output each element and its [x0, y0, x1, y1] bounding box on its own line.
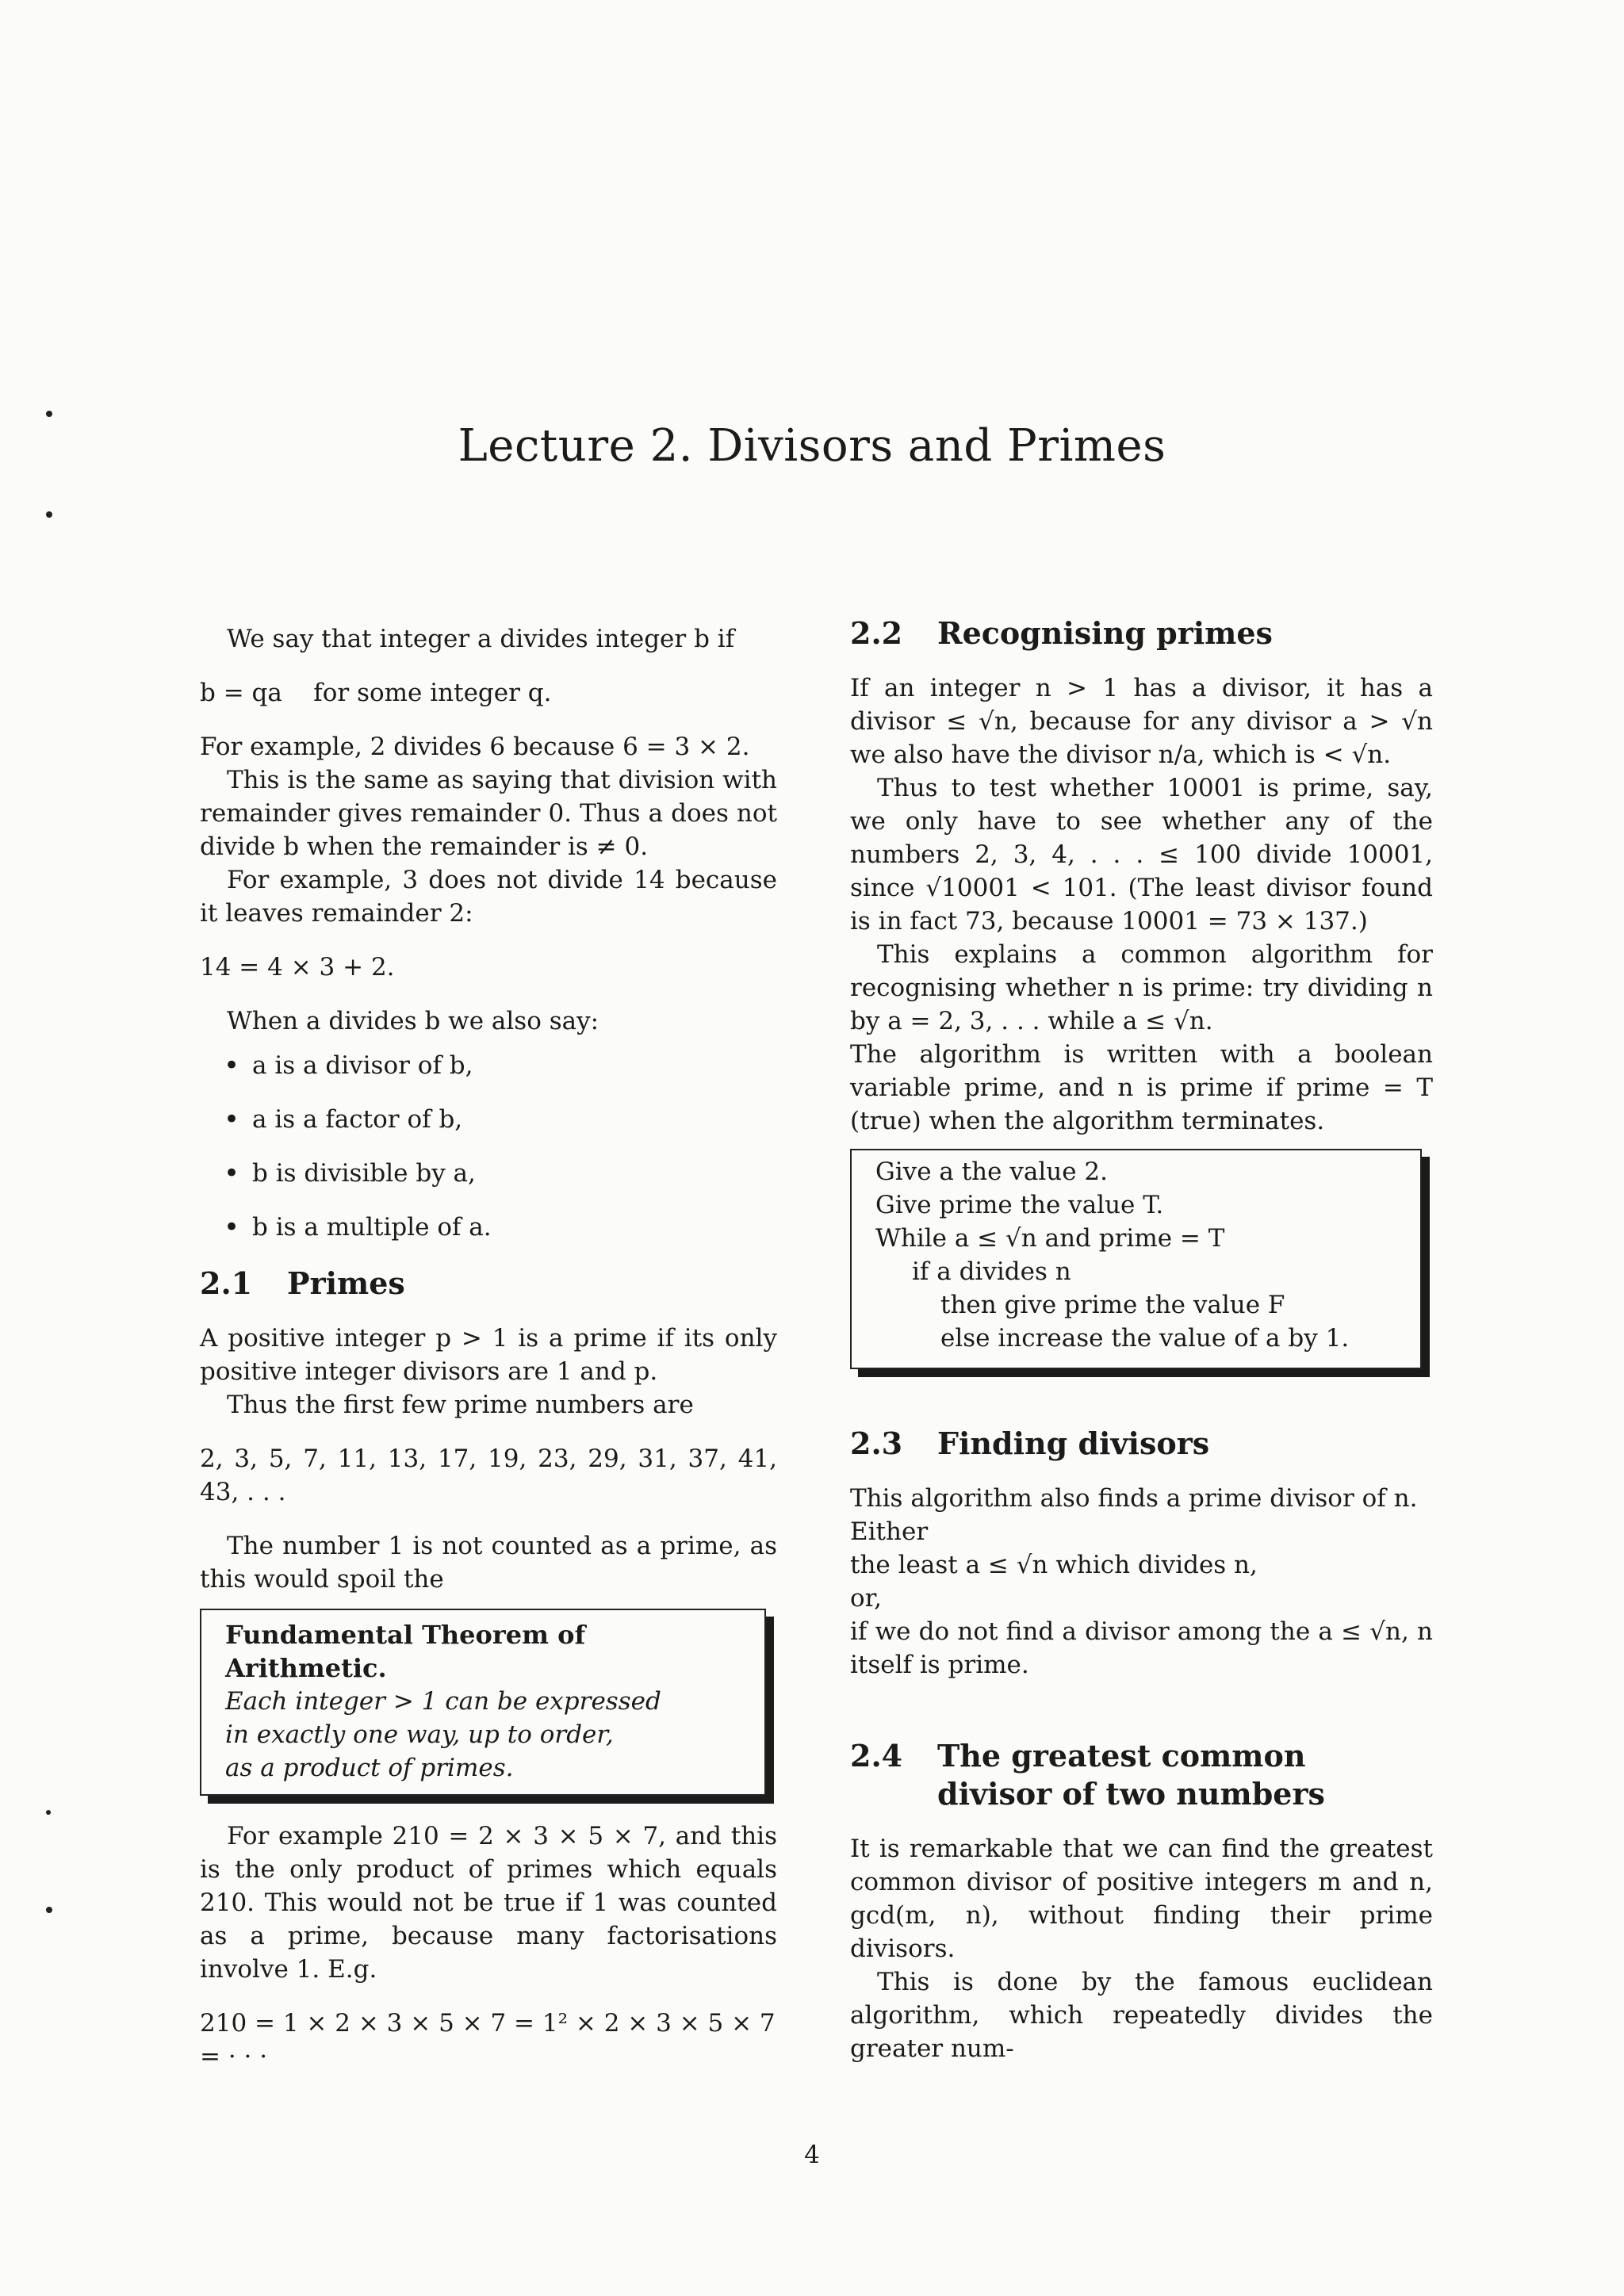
list-item: • b is divisible by a, — [224, 1157, 777, 1190]
right-column — [850, 614, 1433, 2065]
algorithm-line: Give a the value 2. — [875, 1158, 1109, 1186]
section-heading — [200, 1265, 777, 1303]
section-number: 2.3 — [850, 1425, 903, 1461]
equation: b = qa for some integer q. — [200, 679, 552, 707]
section-title-line: divisor of two numbers — [937, 1776, 1325, 1812]
paragraph: The number 1 is not counted as a prime, as this would spoil the — [200, 1532, 777, 1594]
algorithm-line: While a ≤ √n and prime = T — [875, 1224, 1225, 1253]
margin-dot — [46, 411, 52, 417]
algorithm-box — [850, 1149, 1422, 1369]
page-title: Lecture 2. Divisors and Primes — [458, 420, 1166, 472]
paragraph: or, — [850, 1584, 882, 1613]
section-title: Primes — [287, 1265, 405, 1301]
list-item: • a is a divisor of b, — [224, 1049, 777, 1082]
left-column — [200, 622, 777, 2094]
margin-dot — [46, 1907, 52, 1913]
section-number: 2.2 — [850, 615, 903, 651]
algorithm-line: Give prime the value T. — [875, 1191, 1164, 1219]
paragraph: This algorithm also finds a prime divisor of n. — [850, 1484, 1418, 1513]
section-number: 2.1 — [200, 1265, 253, 1301]
paragraph: This is done by the famous euclidean algorithm, which repeatedly divides the greater num- — [850, 1968, 1433, 2063]
list-item: • a is a factor of b, — [224, 1103, 777, 1136]
theorem-line: in exactly one way, up to order, — [225, 1720, 614, 1749]
section-title: Finding divisors — [937, 1425, 1210, 1461]
paragraph: For example, 2 divides 6 because 6 = 3 × 2. — [200, 733, 750, 761]
equation: 14 = 4 × 3 + 2. — [200, 953, 395, 982]
section-heading — [850, 614, 1433, 652]
bullet-list — [224, 1049, 777, 1244]
paragraph: If an integer n > 1 has a divisor, it has a divisor ≤ √n, because for any divisor a > √n we also have the divisor n/a, which is < √n. — [850, 674, 1433, 769]
margin-dot — [46, 511, 52, 518]
paragraph: For example 210 = 2 × 3 × 5 × 7, and this is the only product of primes which equals 210. This would not be true if 1 was counted as a prime, because many factorisations involve 1. E.g. — [200, 1822, 777, 1984]
paragraph: the least a ≤ √n which divides n, — [850, 1551, 1258, 1579]
section-title-line: The greatest common — [937, 1738, 1306, 1774]
section-heading — [850, 1737, 1433, 1813]
section-heading — [850, 1425, 1433, 1463]
paragraph: Thus to test whether 10001 is prime, say, we only have to see whether any of the numbers 2, 3, 4, . . . ≤ 100 divide 10001, since √10001 < 101. (The least divisor found is in fact 73, because 10001 = 73 × 137.) — [850, 774, 1433, 936]
page-number: 4 — [804, 2141, 820, 2169]
paragraph: When a divides b we also say: — [227, 1007, 599, 1035]
section-number: 2.4 — [850, 1738, 903, 1774]
equation: 210 = 1 × 2 × 3 × 5 × 7 = 1² × 2 × 3 × 5 × 7 = · · · — [200, 2009, 776, 2071]
algorithm-line: if a divides n — [912, 1257, 1071, 1286]
theorem-title: Fundamental Theorem of Arithmetic. — [225, 1620, 586, 1683]
paragraph: Either — [850, 1517, 929, 1546]
paragraph: Thus the first few prime numbers are — [227, 1391, 694, 1419]
paragraph: A positive integer p > 1 is a prime if its only positive integer divisors are 1 and p. — [200, 1324, 777, 1386]
theorem-line: Each integer > 1 can be expressed — [225, 1687, 661, 1716]
section-title: Recognising primes — [937, 615, 1273, 651]
equation: 2, 3, 5, 7, 11, 13, 17, 19, 23, 29, 31, 37, 41, 43, . . . — [200, 1445, 777, 1506]
theorem-box — [200, 1609, 766, 1796]
paragraph: It is remarkable that we can find the greatest common divisor of positive integers m and n, gcd(m, n), without finding their prime divisors. — [850, 1835, 1433, 1963]
list-item: • b is a multiple of a. — [224, 1211, 777, 1244]
paragraph: We say that integer a divides integer b if — [227, 625, 735, 653]
margin-dot — [46, 1810, 51, 1815]
paragraph: The algorithm is written with a boolean variable prime, and n is prime if prime = T (true) when the algorithm terminates. — [850, 1040, 1433, 1135]
section-title — [937, 1737, 1325, 1813]
algorithm-line: then give prime the value F — [940, 1291, 1285, 1319]
paragraph: This is the same as saying that division with remainder gives remainder 0. Thus a does not divide b when the remainder is ≠ 0. — [200, 766, 777, 861]
paragraph: For example, 3 does not divide 14 because it leaves remainder 2: — [200, 866, 777, 928]
paragraph: if we do not find a divisor among the a ≤ √n, n itself is prime. — [850, 1617, 1433, 1679]
paragraph: This explains a common algorithm for recognising whether n is prime: try dividing n by a = 2, 3, . . . while a ≤ √n. — [850, 940, 1433, 1035]
algorithm-line: else increase the value of a by 1. — [940, 1324, 1350, 1353]
theorem-line: as a product of primes. — [225, 1754, 514, 1782]
